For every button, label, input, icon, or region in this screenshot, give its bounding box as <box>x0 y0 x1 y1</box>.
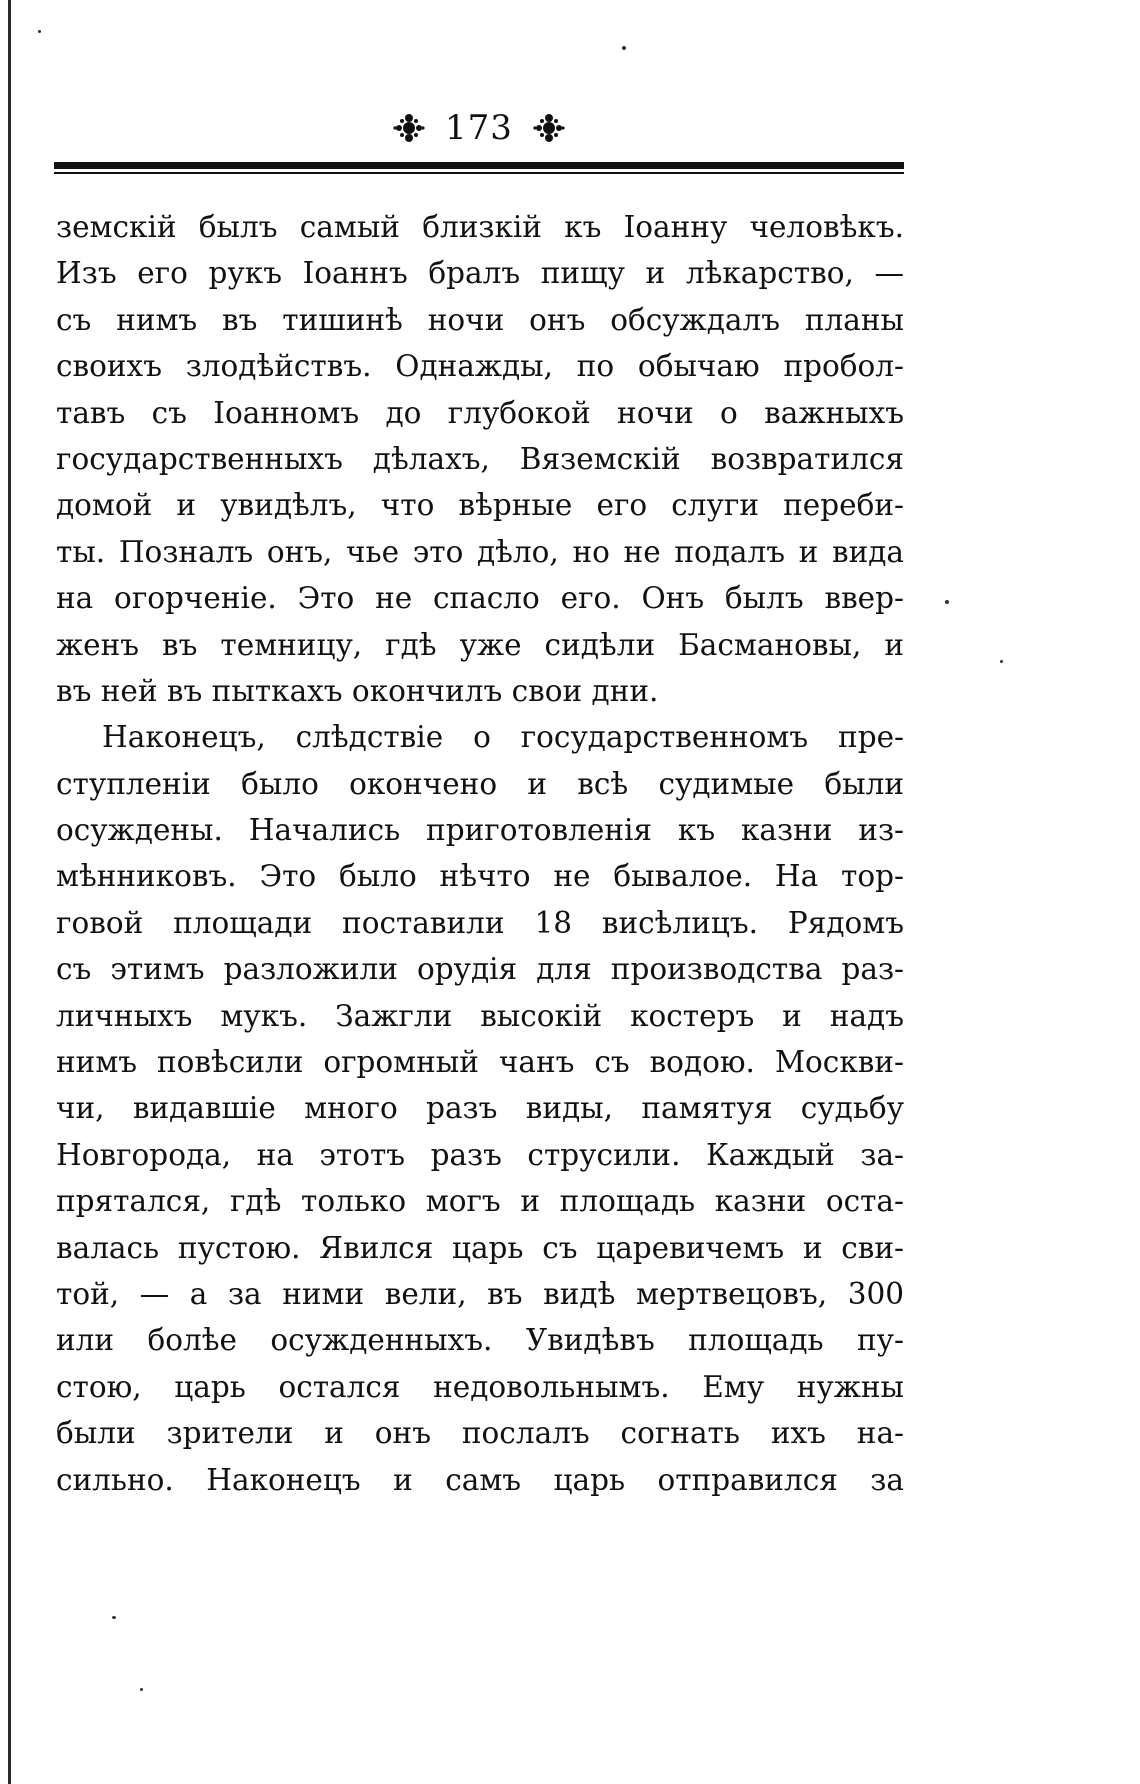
text-line: той, — а за ними вели, въ видѣ мертвецовъ, 300 <box>56 1276 904 1311</box>
text-line: нимъ повѣсили огромный чанъ съ водою. Москви- <box>56 1045 904 1080</box>
header-rule-thick <box>54 162 904 169</box>
text-line: своихъ злодѣйствъ. Однажды, по обычаю пробол- <box>56 349 904 384</box>
text-line: женъ въ темницу, гдѣ уже сидѣли Басмановы, и <box>56 627 904 662</box>
scan-speck <box>1000 660 1003 663</box>
page-number: 173 <box>445 108 513 148</box>
text-line: тавъ съ Іоанномъ до глубокой ночи о важныхъ <box>56 395 904 430</box>
text-line: личныхъ мукъ. Зажгли высокій костеръ и надъ <box>56 998 904 1033</box>
body-text <box>56 204 904 1503</box>
paragraph-start-line: Наконецъ, слѣдствіе о государственномъ пре- <box>102 720 904 755</box>
scan-speck <box>38 30 41 33</box>
text-line: съ этимъ разложили орудія для производства раз- <box>56 952 904 987</box>
floral-ornament-icon <box>392 111 426 145</box>
text-line: ты. Позналъ онъ, чье это дѣло, но не подалъ и вида <box>56 534 904 569</box>
text-line: прятался, гдѣ только могъ и площадь казни оста- <box>56 1184 904 1219</box>
page-header <box>54 108 904 164</box>
scan-speck <box>622 46 626 50</box>
scan-speck <box>112 1616 116 1619</box>
page-edge-border <box>8 0 11 1784</box>
text-line: ступленіи было окончено и всѣ судимые были <box>56 766 904 801</box>
text-line: домой и увидѣлъ, что вѣрные его слуги переби- <box>56 488 904 523</box>
text-line: валась пустою. Явился царь съ царевичемъ и сви- <box>56 1230 904 1265</box>
text-line: Новгорода, на этотъ разъ струсили. Каждый за- <box>56 1137 904 1172</box>
text-line: сильно. Наконецъ и самъ царь отправился за <box>56 1462 904 1497</box>
scan-speck <box>140 1688 143 1691</box>
text-line: были зрители и онъ послалъ согнать ихъ на- <box>56 1416 904 1451</box>
text-line: говой площади поставили 18 висѣлицъ. Рядомъ <box>56 905 904 940</box>
text-line: съ нимъ въ тишинѣ ночи онъ обсуждалъ планы <box>56 302 904 337</box>
text-line: осуждены. Начались приготовленія къ казни из- <box>56 813 904 848</box>
header-rule-thin <box>54 172 904 174</box>
text-line: государственныхъ дѣлахъ, Вяземскій возвратился <box>56 441 904 476</box>
paragraph-end-line: въ ней въ пыткахъ окончилъ свои дни. <box>56 673 659 708</box>
text-line: Изъ его рукъ Іоаннъ бралъ пищу и лѣкарство, — <box>56 256 904 291</box>
text-line: стою, царь остался недовольнымъ. Ему нужны <box>56 1369 904 1404</box>
text-line: мѣнниковъ. Это было нѣчто не бывалое. На тор- <box>56 859 904 894</box>
text-line: или болѣе осужденныхъ. Увидѣвъ площадь пу- <box>56 1323 904 1358</box>
text-line: чи, видавшіе много разъ виды, памятуя судьбу <box>56 1091 904 1126</box>
scan-speck <box>945 600 949 604</box>
text-line: земскій былъ самый близкій къ Іоанну человѣкъ. <box>56 210 904 244</box>
floral-ornament-icon <box>532 111 566 145</box>
text-line: на огорченіе. Это не спасло его. Онъ былъ ввер- <box>56 581 904 616</box>
